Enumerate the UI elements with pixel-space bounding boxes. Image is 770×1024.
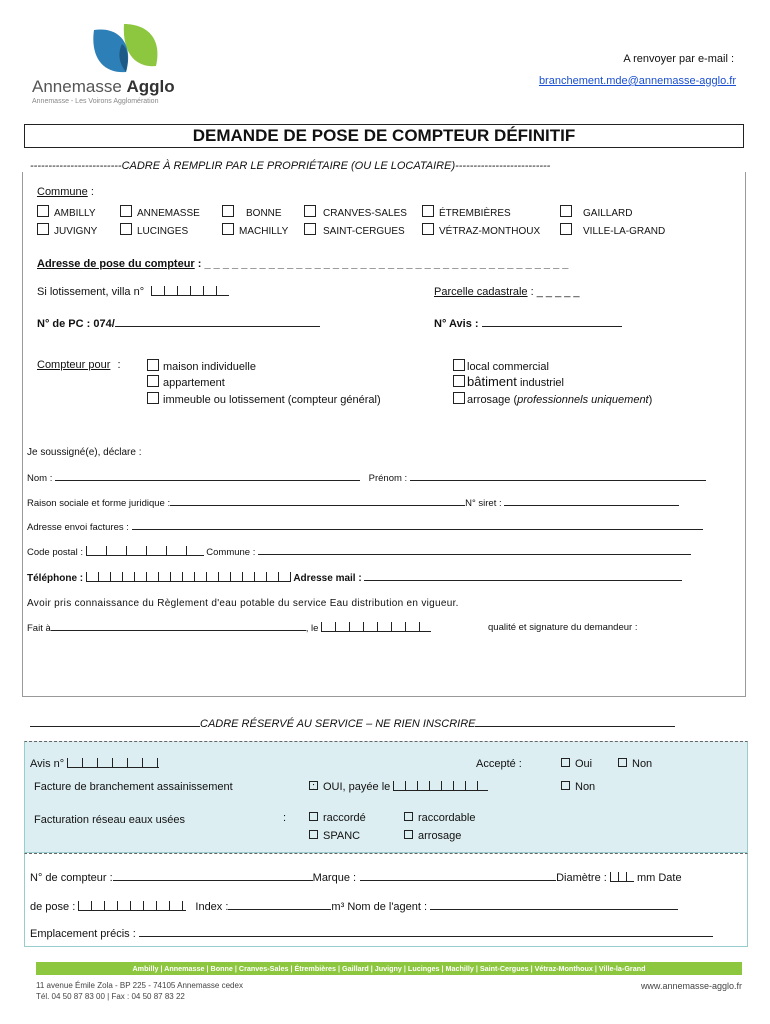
- oui-payee[interactable]: OUI, payée le: [309, 781, 488, 793]
- numero-row[interactable]: N° de compteur : Marque : Diamètre : mm Date: [30, 872, 682, 884]
- option-maison[interactable]: maison individuelle: [147, 359, 256, 373]
- option-arrosage[interactable]: arrosage (professionnels uniquement): [453, 392, 652, 406]
- adresse-envoi-field[interactable]: [132, 529, 703, 530]
- checkbox[interactable]: [147, 392, 159, 404]
- commune-cranves-sales[interactable]: CRANVES-SALES: [304, 205, 407, 219]
- checkbox[interactable]: [404, 830, 413, 839]
- logo-text-light: Annemasse: [32, 77, 122, 96]
- logo-leaf-icon: [64, 22, 164, 80]
- accepte-non[interactable]: Non: [618, 758, 652, 770]
- commune-juvigny[interactable]: JUVIGNY: [37, 223, 97, 237]
- checkbox[interactable]: [309, 812, 318, 821]
- option-immeuble[interactable]: immeuble ou lotissement (compteur général): [147, 392, 381, 406]
- avis-row[interactable]: [434, 315, 622, 330]
- compteur-label-row: Compteur pour :: [37, 359, 121, 371]
- code-postal-field[interactable]: [86, 546, 204, 556]
- fait-row[interactable]: Fait à , le: [27, 622, 431, 634]
- pose-row[interactable]: de pose : Index : m³ Nom de l'agent :: [30, 901, 678, 913]
- service-section-header: CADRE RÉSERVÉ AU SERVICE – NE RIEN INSCRIRE: [30, 718, 742, 730]
- pose-date-field[interactable]: [78, 901, 186, 911]
- reglement-text: Avoir pris connaissance du Règlement d'eau potable du service Eau distribution en vigueur.: [27, 598, 459, 609]
- footer-website[interactable]: www.annemasse-agglo.fr: [640, 981, 742, 991]
- parcel-field[interactable]: : _ _ _ _ _: [530, 286, 580, 298]
- commune-bonne[interactable]: BONNE: [222, 205, 282, 219]
- checkbox[interactable]: [309, 830, 318, 839]
- checkbox[interactable]: [147, 375, 159, 387]
- facturation-label: Facturation réseau eaux usées: [34, 814, 186, 826]
- option-raccorde[interactable]: raccordé: [309, 812, 366, 824]
- option-local-commercial[interactable]: local commercial: [453, 359, 549, 373]
- checkbox[interactable]: [304, 223, 316, 235]
- adresse-envoi-row[interactable]: Adresse envoi factures :: [27, 522, 703, 533]
- commune-label: Commune: [37, 186, 88, 198]
- numero-field[interactable]: [113, 880, 313, 881]
- checkbox[interactable]: [422, 205, 434, 217]
- avis-label: N° Avis :: [434, 318, 479, 330]
- villa-number-field[interactable]: [151, 286, 229, 296]
- checkbox[interactable]: [561, 758, 570, 767]
- owner-section-box: [22, 172, 746, 697]
- payee-date-field[interactable]: [393, 781, 488, 791]
- checkbox[interactable]: [222, 205, 234, 217]
- checkbox[interactable]: [560, 205, 572, 217]
- telephone-field[interactable]: [86, 572, 291, 582]
- service-avis-row[interactable]: Avis n°: [30, 758, 159, 770]
- date-field[interactable]: [321, 622, 431, 632]
- checkbox[interactable]: [304, 205, 316, 217]
- facture-non[interactable]: Non: [561, 781, 595, 793]
- option-arrosage-service[interactable]: arrosage: [404, 830, 461, 842]
- lotissement-label: Si lotissement, villa n°: [37, 286, 145, 298]
- checkbox[interactable]: [120, 223, 132, 235]
- agent-field[interactable]: [430, 909, 678, 910]
- email-link[interactable]: branchement.mde@annemasse-agglo.fr: [538, 75, 736, 87]
- logo-text-bold: Agglo: [126, 77, 175, 96]
- checkbox[interactable]: [309, 781, 318, 790]
- signature-label: qualité et signature du demandeur :: [488, 622, 638, 633]
- footer-communes-bar: [36, 962, 742, 975]
- checkbox[interactable]: [37, 223, 49, 235]
- pc-label: N° de PC : 074/: [37, 318, 115, 330]
- option-spanc[interactable]: SPANC: [309, 830, 360, 842]
- diametre-field[interactable]: [610, 872, 634, 882]
- checkbox[interactable]: [560, 223, 572, 235]
- option-raccordable[interactable]: raccordable: [404, 812, 475, 824]
- footer-phone: Tél. 04 50 87 83 00 | Fax : 04 50 87 83 22: [36, 992, 185, 1001]
- option-batiment[interactable]: bâtiment industriel: [453, 374, 564, 389]
- emplacement-field[interactable]: [139, 936, 713, 937]
- checkbox[interactable]: [120, 205, 132, 217]
- parcel-row[interactable]: [434, 286, 580, 298]
- option-appartement[interactable]: appartement: [147, 375, 225, 389]
- commune-saint-cergues[interactable]: SAINT-CERGUES: [304, 223, 405, 237]
- siret-field[interactable]: [504, 505, 679, 506]
- pc-row[interactable]: [37, 315, 320, 330]
- pc-field[interactable]: [115, 315, 320, 327]
- footer-address: 11 avenue Émile Zola - BP 225 - 74105 Annemasse cedex: [36, 981, 243, 990]
- marque-field[interactable]: [360, 880, 556, 881]
- compteur-label: Compteur pour: [37, 359, 111, 371]
- checkbox[interactable]: [222, 223, 234, 235]
- index-field[interactable]: [228, 909, 331, 910]
- logo-tagline: Annemasse - Les Voirons Agglomération: [32, 98, 159, 105]
- mail-field[interactable]: [364, 580, 682, 581]
- raison-field[interactable]: [170, 505, 465, 506]
- emplacement-row[interactable]: Emplacement précis :: [30, 928, 713, 940]
- checkbox[interactable]: [37, 205, 49, 217]
- commune-annemasse[interactable]: ANNEMASSE: [120, 205, 200, 219]
- fait-field[interactable]: [51, 630, 306, 631]
- nom-row[interactable]: Nom : Prénom :: [27, 473, 732, 484]
- commune-ambilly[interactable]: AMBILLY: [37, 205, 96, 219]
- checkbox[interactable]: [618, 758, 627, 767]
- avis-field[interactable]: [482, 315, 622, 327]
- checkbox[interactable]: [453, 359, 465, 371]
- commune-field[interactable]: [258, 554, 691, 555]
- commune-lucinges[interactable]: LUCINGES: [120, 223, 188, 237]
- lotissement-row[interactable]: [37, 286, 229, 298]
- checkbox[interactable]: [404, 812, 413, 821]
- prenom-field[interactable]: [410, 480, 706, 481]
- address-field[interactable]: : _ _ _ _ _ _ _ _ _ _ _ _ _ _ _ _ _ _ _ _ _ _ _ _ _ _ _ _ _ _ _ _ _ _ _ _ _ _ _ _: [197, 258, 569, 270]
- accepte-oui[interactable]: Oui: [561, 758, 592, 770]
- commune-etrembieres[interactable]: ÉTREMBIÈRES: [422, 205, 511, 219]
- footer-communes-text: Ambilly | Annemasse | Bonne | Cranves-Sales | Étrembières | Gaillard | Juvigny | Lucinges | Machilly | Saint-Cergues | Vétraz-Monthoux | Ville-la-Grand: [132, 964, 646, 973]
- commune-label-row: Commune :: [37, 186, 94, 198]
- checkbox[interactable]: [453, 375, 465, 387]
- commune-machilly[interactable]: MACHILLY: [222, 223, 288, 237]
- code-postal-row[interactable]: Code postal : Commune :: [27, 546, 691, 558]
- checkbox[interactable]: [422, 223, 434, 235]
- parcel-label: Parcelle cadastrale: [434, 286, 528, 298]
- checkbox[interactable]: [561, 781, 570, 790]
- title-box: [24, 124, 744, 148]
- checkbox[interactable]: [147, 359, 159, 371]
- owner-section-header: -------------------------CADRE À REMPLIR PAR LE PROPRIÉTAIRE (OU LE LOCATAIRE)--------------------------: [30, 160, 551, 172]
- page-title: DEMANDE DE POSE DE COMPTEUR DÉFINITIF: [192, 126, 576, 145]
- send-label: A renvoyer par e-mail :: [623, 53, 734, 65]
- facture-branchement-label: Facture de branchement assainissement: [34, 781, 233, 793]
- service-avis-field[interactable]: [67, 758, 159, 768]
- address-label: Adresse de pose du compteur: [37, 258, 195, 270]
- accepte-label: Accepté :: [476, 758, 522, 770]
- nom-field[interactable]: [55, 480, 360, 481]
- declaration-intro: Je soussigné(e), déclare :: [27, 447, 142, 458]
- raison-row[interactable]: Raison sociale et forme juridique : N° siret :: [27, 498, 679, 509]
- address-row[interactable]: [37, 258, 568, 270]
- telephone-row[interactable]: Téléphone : Adresse mail :: [27, 572, 682, 584]
- commune-vetraz-monthoux[interactable]: VÉTRAZ-MONTHOUX: [422, 223, 540, 237]
- checkbox[interactable]: [453, 392, 465, 404]
- logo: [30, 22, 200, 104]
- commune-ville-la-grand[interactable]: VILLE-LA-GRAND: [560, 223, 665, 237]
- commune-gaillard[interactable]: GAILLARD: [560, 205, 632, 219]
